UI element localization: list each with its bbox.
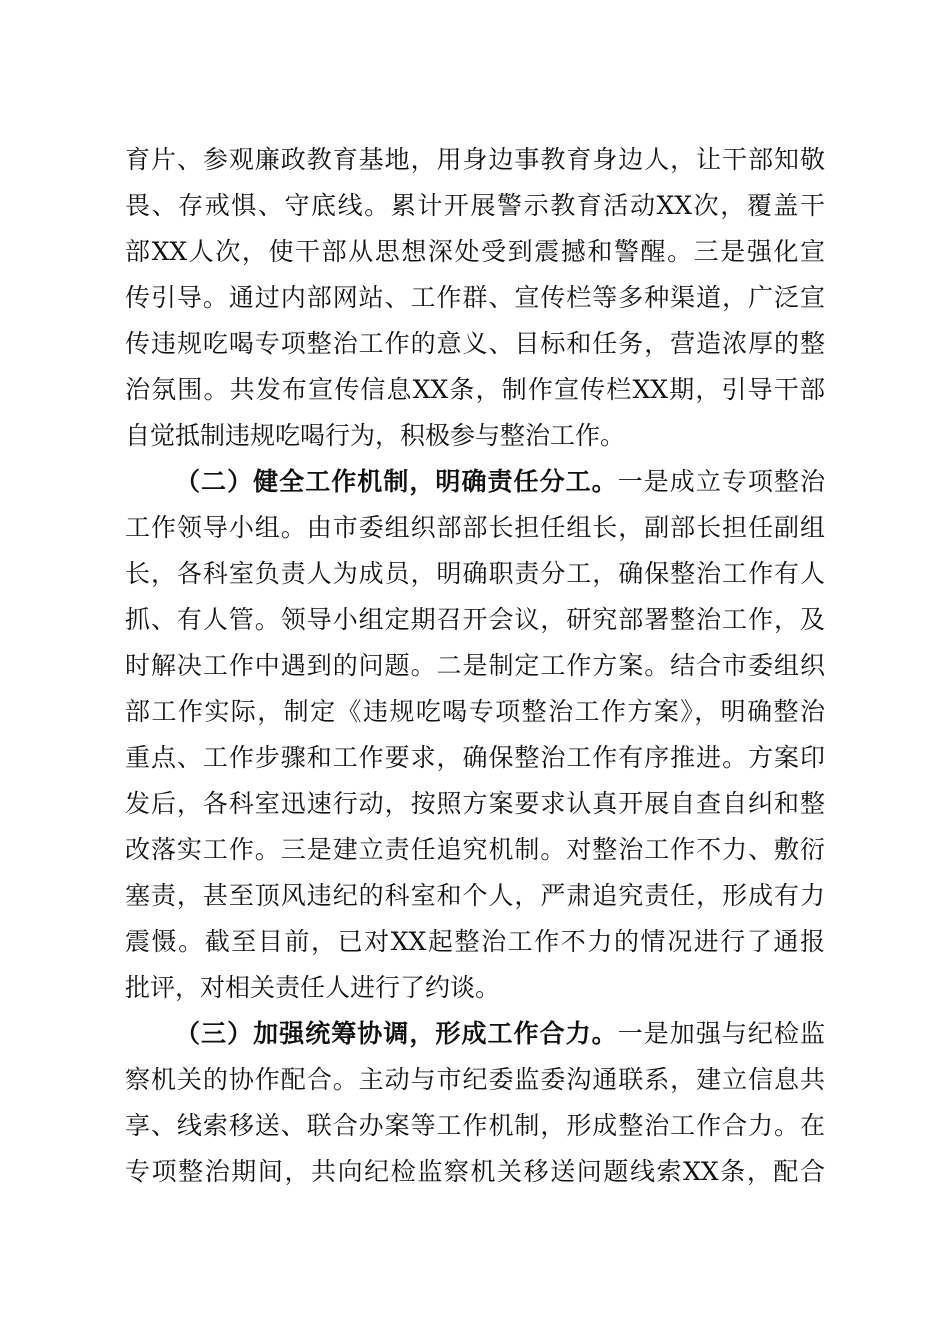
paragraph-line: 塞责，甚至顶风违纪的科室和个人，严肃追究责任，形成有力 (125, 881, 825, 910)
paragraph-line: 重点、工作步骤和工作要求，确保整治工作有序推进。方案印 (125, 743, 825, 772)
paragraph-line: 长，各科室负责人为成员，明确职责分工，确保整治工作有人 (125, 559, 825, 588)
paragraph-line: 部工作实际，制定《违规吃喝专项整治工作方案》，明确整治 (125, 697, 825, 726)
paragraph-line: 工作领导小组。由市委组织部部长担任组长，副部长担任副组 (125, 513, 825, 542)
paragraph-line: 批评，对相关责任人进行了约谈。 (125, 973, 501, 1002)
paragraph-line: 抓、有人管。领导小组定期召开会议，研究部署整治工作，及 (125, 605, 825, 634)
paragraph-line: 震慑。截至目前，已对XX起整治工作不力的情况进行了通报 (125, 927, 825, 956)
paragraph-line: 传违规吃喝专项整治工作的意义、目标和任务，营造浓厚的整 (125, 329, 825, 358)
paragraph-line: 专项整治期间，共向纪检监察机关移送问题线索XX条，配合 (125, 1157, 825, 1186)
paragraph-line: 改落实工作。三是建立责任追究机制。对整治工作不力、敷衍 (125, 835, 825, 864)
paragraph-line: 察机关的协作配合。主动与市纪委监委沟通联系，建立信息共 (125, 1065, 825, 1094)
section-heading: （二）健全工作机制，明确责任分工。 (175, 467, 618, 496)
section-heading-line (175, 1014, 825, 1054)
paragraph-line: 育片、参观廉政教育基地，用身边事教育身边人，让干部知敬 (125, 145, 825, 174)
section-text: 一是加强与纪检监 (617, 1019, 825, 1048)
section-heading-line (175, 462, 825, 502)
paragraph-line: 发后，各科室迅速行动，按照方案要求认真开展自查自纠和整 (125, 789, 825, 818)
paragraph-line: 自觉抵制违规吃喝行为，积极参与整治工作。 (125, 421, 626, 450)
paragraph-line: 部XX人次，使干部从思想深处受到震撼和警醒。三是强化宣 (125, 237, 825, 266)
paragraph-line: 治氛围。共发布宣传信息XX条，制作宣传栏XX期，引导干部 (125, 375, 825, 404)
paragraph-line: 传引导。通过内部网站、工作群、宣传栏等多种渠道，广泛宣 (125, 283, 825, 312)
paragraph-line: 享、线索移送、联合办案等工作机制，形成整治工作合力。在 (125, 1111, 825, 1140)
paragraph-line: 时解决工作中遇到的问题。二是制定工作方案。结合市委组织 (125, 651, 825, 680)
section-text: 一是成立专项整治 (617, 467, 825, 496)
paragraph-line: 畏、存戒惧、守底线。累计开展警示教育活动XX次，覆盖干 (125, 191, 825, 220)
section-heading: （三）加强统筹协调，形成工作合力。 (175, 1019, 618, 1048)
